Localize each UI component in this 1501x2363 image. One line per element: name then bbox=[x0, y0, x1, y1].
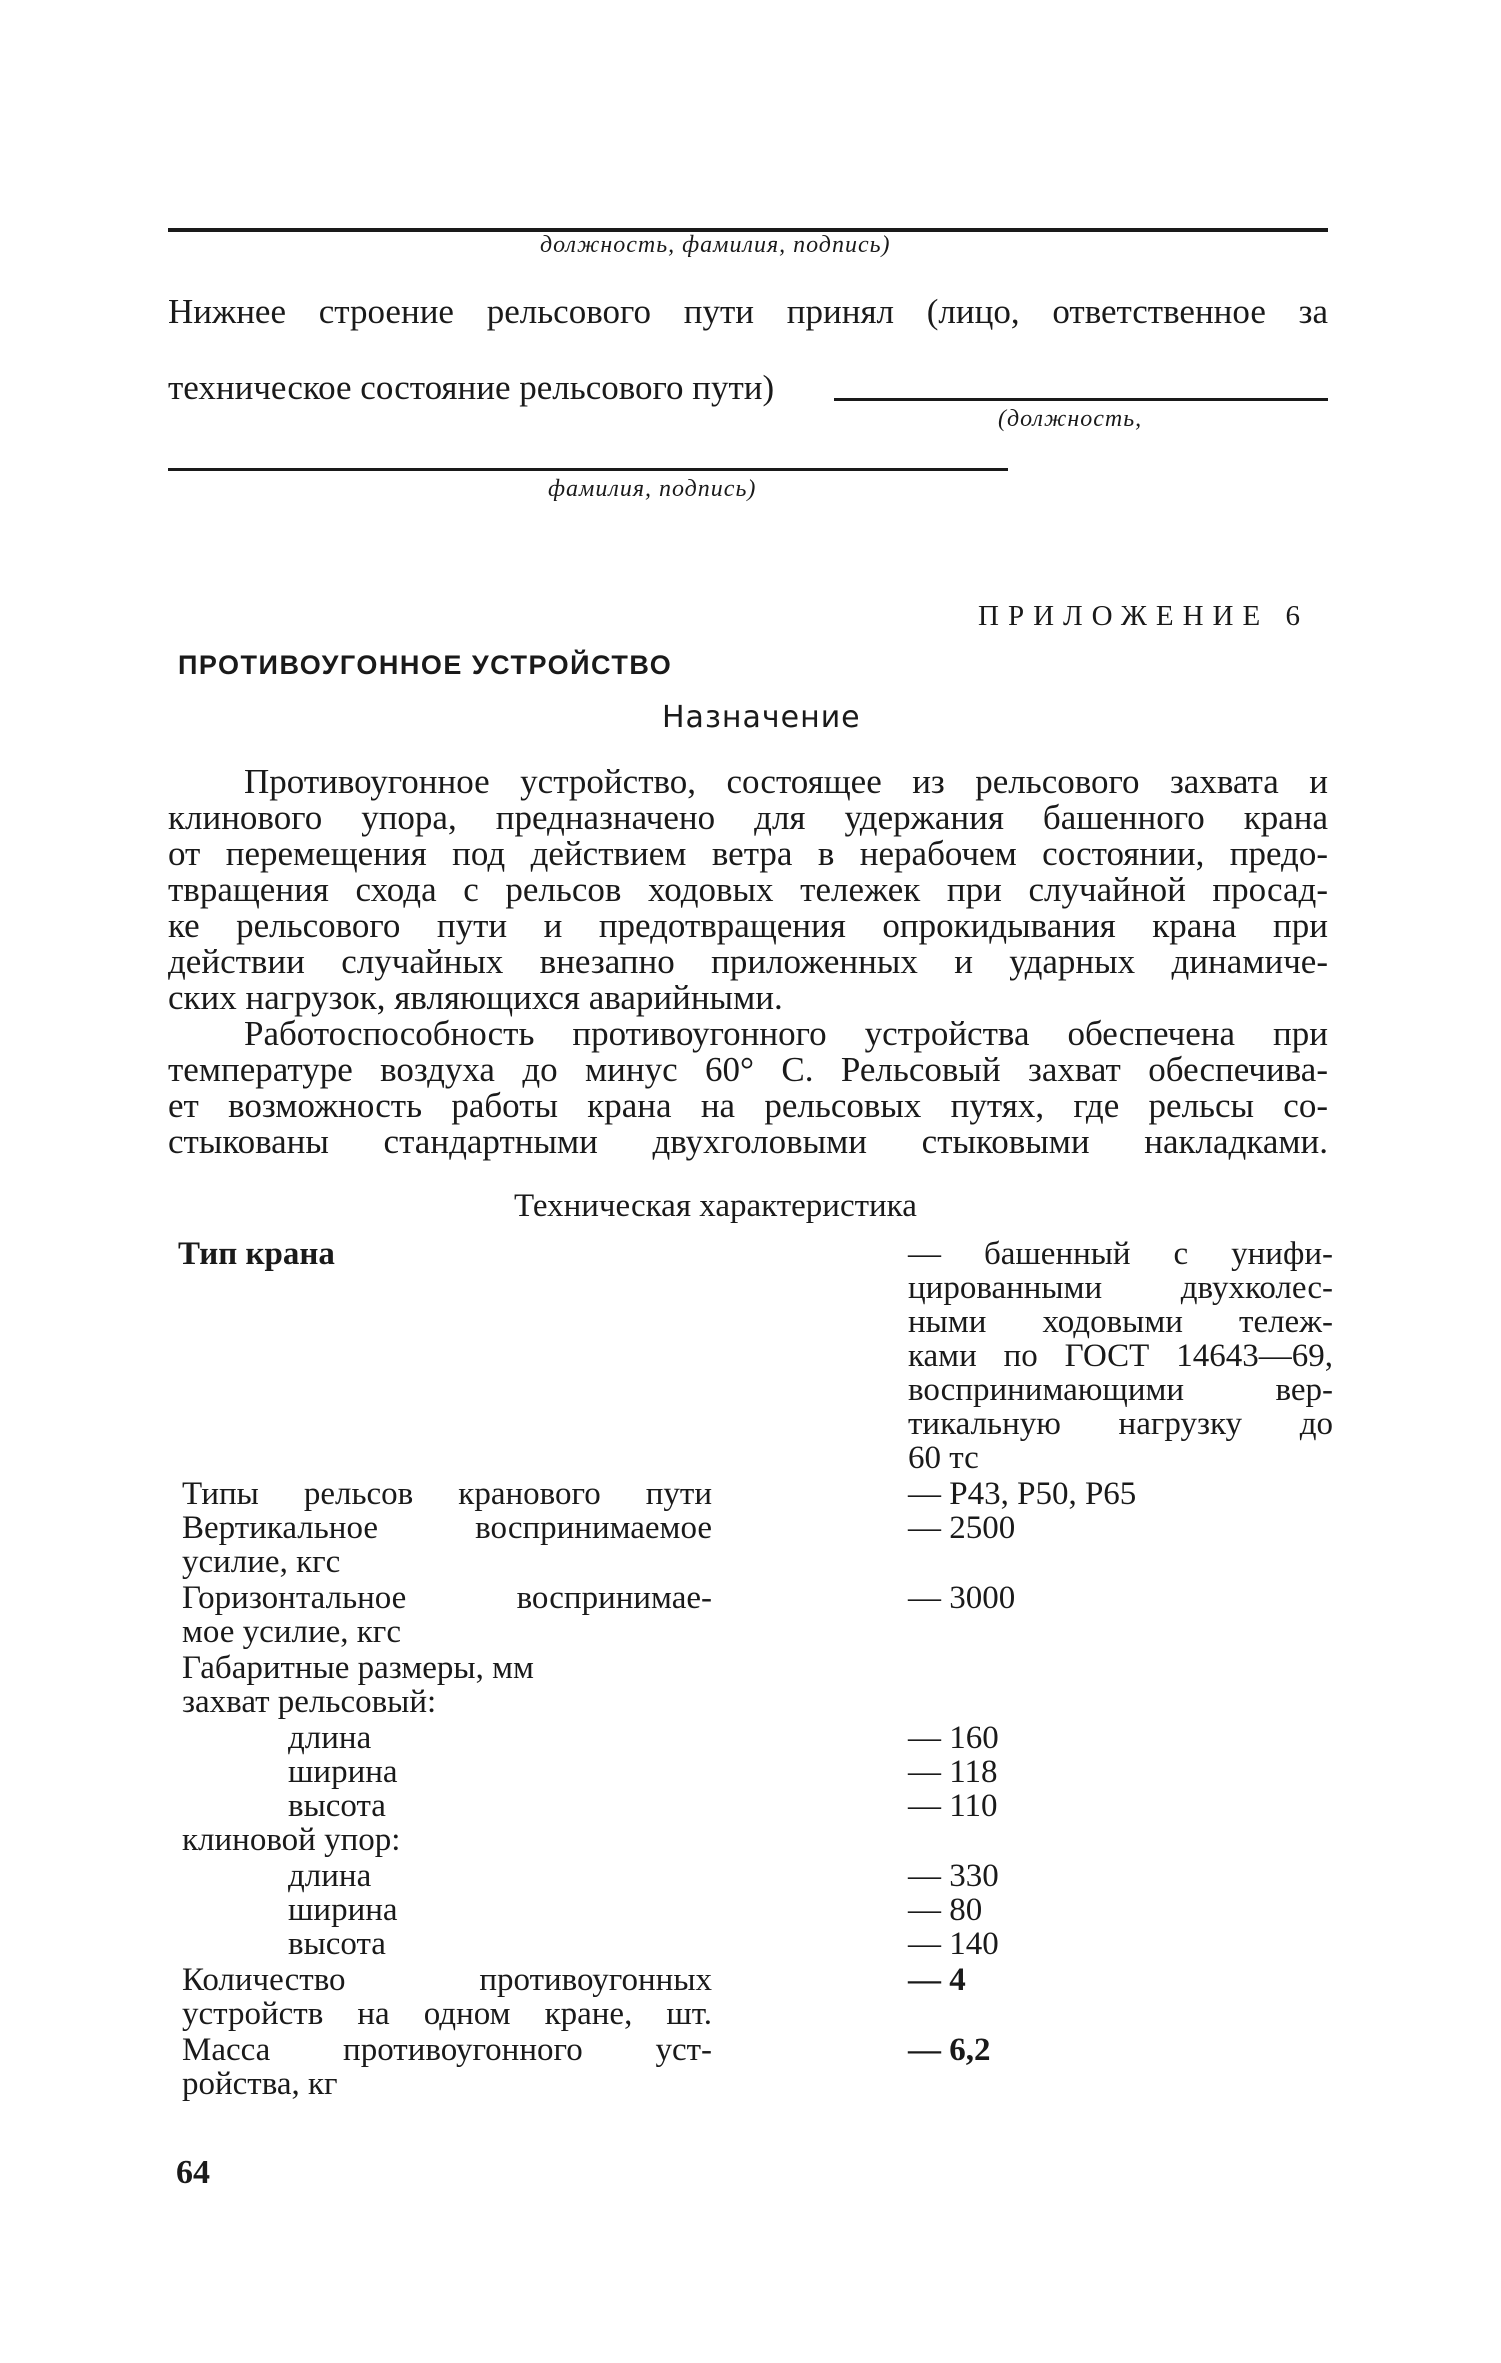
crane-type-value: 60 тс bbox=[908, 1440, 979, 1476]
signature-rule-position bbox=[834, 398, 1328, 401]
wedge-height-value: — 140 bbox=[908, 1926, 999, 1962]
vertical-force-label: усилие, кгс bbox=[182, 1544, 341, 1580]
crane-type-value: — башенный с унифи- bbox=[908, 1236, 1333, 1272]
horizontal-force-label: мое усилие, кгс bbox=[182, 1614, 401, 1650]
text-line: от перемещения под действием ветра в нерабочем состоянии, предо- bbox=[168, 834, 1328, 873]
signature-caption-position: (должность, bbox=[998, 406, 1143, 432]
crane-type-label: Тип крана bbox=[178, 1236, 335, 1272]
crane-type-value: тикальную нагрузку до bbox=[908, 1406, 1333, 1442]
quantity-label: Количество противоугонных bbox=[182, 1962, 712, 1998]
text-line: температуре воздуха до минус 60° С. Рельсовый захват обеспечива- bbox=[168, 1050, 1328, 1089]
mass-label: ройства, кг bbox=[182, 2066, 338, 2102]
clamp-height-label: высота bbox=[288, 1788, 386, 1824]
specs-title: Техническая характеристика bbox=[514, 1188, 917, 1224]
mass-label: Масса противоугонного уст- bbox=[182, 2032, 712, 2068]
acceptance-line-2: техническое состояние рельсового пути) bbox=[168, 368, 775, 407]
wedge-length-value: — 330 bbox=[908, 1858, 999, 1894]
crane-type-value: воспринимающими вер- bbox=[908, 1372, 1333, 1408]
subsection-title: Назначение bbox=[662, 700, 861, 735]
clamp-width-value: — 118 bbox=[908, 1754, 998, 1790]
quantity-label: устройств на одном кране, шт. bbox=[182, 1996, 712, 2032]
text-line: твращения схода с рельсов ходовых тележек при случайной просад- bbox=[168, 870, 1328, 909]
mass-value: — 6,2 bbox=[908, 2032, 991, 2068]
crane-type-value: ными ходовыми тележ- bbox=[908, 1304, 1333, 1340]
text-line: Противоугонное устройство, состоящее из рельсового захвата и bbox=[244, 762, 1328, 801]
page-number: 64 bbox=[176, 2154, 210, 2191]
text-line: ет возможность работы крана на рельсовых путях, где рельсы со- bbox=[168, 1086, 1328, 1125]
crane-type-value: цированными двухколес- bbox=[908, 1270, 1333, 1306]
vertical-force-label: Вертикальное воспринимаемое bbox=[182, 1510, 712, 1546]
clamp-width-label: ширина bbox=[288, 1754, 398, 1790]
rail-types-value: — Р43, Р50, Р65 bbox=[908, 1476, 1137, 1512]
text-line: стыкованы стандартными двухголовыми стыковыми накладками. bbox=[168, 1122, 1328, 1161]
section-title: ПРОТИВОУГОННОЕ УСТРОЙСТВО bbox=[178, 650, 673, 680]
wedge-label: клиновой упор: bbox=[182, 1822, 401, 1858]
signature-caption-top: должность, фамилия, подпись) bbox=[540, 232, 891, 258]
text-line: действии случайных внезапно приложенных и ударных динамиче- bbox=[168, 942, 1328, 981]
text-line: ке рельсового пути и предотвращения опрокидывания крана при bbox=[168, 906, 1328, 945]
horizontal-force-value: — 3000 bbox=[908, 1580, 1016, 1616]
clamp-height-value: — 110 bbox=[908, 1788, 998, 1824]
quantity-value: — 4 bbox=[908, 1962, 966, 1998]
vertical-force-value: — 2500 bbox=[908, 1510, 1016, 1546]
horizontal-force-label: Горизонтальное воспринимае- bbox=[182, 1580, 712, 1616]
wedge-width-value: — 80 bbox=[908, 1892, 983, 1928]
acceptance-line-1: Нижнее строение рельсового пути принял (лицо, ответственное за bbox=[168, 292, 1328, 331]
rail-types-label: Типы рельсов кранового пути bbox=[182, 1476, 712, 1512]
text-line: Работоспособность противоугонного устройства обеспечена при bbox=[244, 1014, 1328, 1053]
wedge-height-label: высота bbox=[288, 1926, 386, 1962]
clamp-length-value: — 160 bbox=[908, 1720, 999, 1756]
dimensions-label: Габаритные размеры, мм bbox=[182, 1650, 534, 1686]
text-line: клинового упора, предназначено для удержания башенного крана bbox=[168, 798, 1328, 837]
crane-type-value: ками по ГОСТ 14643—69, bbox=[908, 1338, 1333, 1374]
wedge-width-label: ширина bbox=[288, 1892, 398, 1928]
signature-rule-name bbox=[168, 468, 1008, 471]
clamp-length-label: длина bbox=[288, 1720, 372, 1756]
clamp-label: захват рельсовый: bbox=[182, 1684, 437, 1720]
wedge-length-label: длина bbox=[288, 1858, 372, 1894]
text-line: ских нагрузок, являющихся аварийными. bbox=[168, 978, 783, 1017]
appendix-label: ПРИЛОЖЕНИЕ 6 bbox=[978, 600, 1309, 632]
signature-caption-name: фамилия, подпись) bbox=[548, 476, 757, 502]
